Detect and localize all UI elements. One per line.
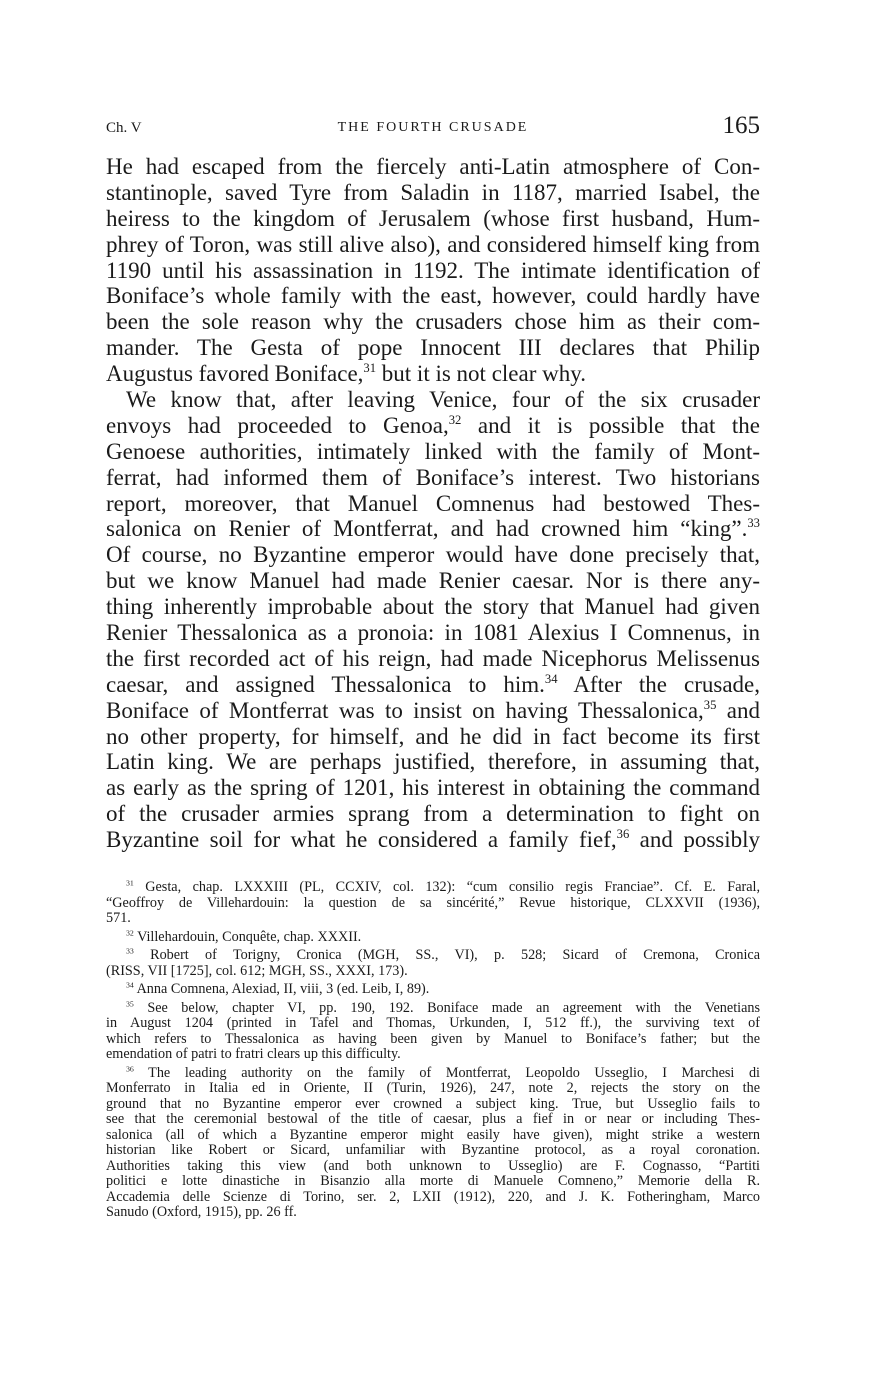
- text-fragment: He had escaped from the fiercely anti-Latin atmosphere of Con-: [106, 154, 760, 179]
- footnote-34: [106, 982, 760, 998]
- footnote-line: [106, 880, 760, 896]
- text-line: [106, 413, 760, 439]
- main-text: [106, 154, 760, 853]
- footnote-line: [106, 1001, 760, 1017]
- footnote-ref: 31: [363, 361, 377, 376]
- footnote-line: [106, 948, 760, 964]
- footnote-line: [106, 1032, 760, 1048]
- footnote-35: [106, 1001, 760, 1063]
- footnote-text: see that the ceremonial bestowal of the title of caesar, plus a fief in or near or including Thes-: [106, 1112, 760, 1127]
- page-number: 165: [722, 112, 760, 139]
- text-line: [106, 154, 760, 180]
- text-line: [106, 283, 760, 309]
- footnote-text: See below, chapter VI, pp. 190, 192. Boniface made an agreement with the Venetians: [147, 1000, 760, 1016]
- text-fragment: Latin king. We are perhaps justified, therefore, in assuming that,: [106, 749, 760, 775]
- text-line: [106, 232, 760, 258]
- text-fragment: but we know Manuel had made Renier caesar. Nor is there any-: [106, 568, 760, 594]
- footnote-line: [106, 911, 760, 927]
- footnote-text: Monferrato in Italia ed in Oriente, II (Turin, 1926), 247, note 2, rejects the story on the: [106, 1081, 760, 1096]
- footnote-36: [106, 1066, 760, 1221]
- footnote-ref: 32: [448, 413, 462, 428]
- text-fragment: ferrat, had informed them of Boniface’s interest. Two historians: [106, 464, 760, 490]
- footnote-32: [106, 930, 760, 946]
- text-fragment: been the sole reason why the crusaders chose him as their com-: [106, 309, 760, 335]
- text-fragment: as early as the spring of 1201, his interest in obtaining the command: [106, 775, 760, 801]
- footnote-ref: 33: [747, 516, 760, 531]
- text-fragment: salonica on Renier of Montferrat, and had crowned him “king”.: [106, 516, 748, 542]
- text-fragment: Augustus favored Boniface,: [106, 361, 364, 387]
- footnote-text: in August 1204 (printed in Tafel and Thomas, Urkunden, I, 512 ff.), the surviving text of: [106, 1016, 760, 1031]
- text-fragment: thing inherently improbable about the story that Manuel had given: [106, 594, 760, 620]
- text-fragment: Boniface of Montferrat was to insist on having Thessalonica,: [106, 697, 704, 723]
- text-line: [106, 439, 760, 465]
- footnote-line: [106, 1066, 760, 1082]
- footnote-line: [106, 1174, 760, 1190]
- footnote-ref: 35: [703, 697, 717, 712]
- text-line: [106, 465, 760, 491]
- footnote-text: which refers to Thessalonica as having been given by Manuel to Boniface’s father; but the: [106, 1031, 760, 1047]
- footnote-line: [106, 930, 760, 946]
- text-line: [106, 672, 760, 698]
- footnote-number: 36: [126, 1065, 134, 1074]
- footnote-text: The leading authority on the family of Montferrat, Leopoldo Usseglio, I Marchesi di: [148, 1065, 760, 1081]
- footnote-text: historian like Robert or Sicard, unfamiliar with Byzantine protocol, as a royal coronation.: [106, 1143, 760, 1158]
- text-fragment: and: [716, 697, 760, 723]
- chapter-label: Ch. V: [106, 120, 142, 136]
- text-line: [106, 491, 760, 517]
- footnote-31: [106, 880, 760, 927]
- footnote-line: [106, 1097, 760, 1113]
- footnote-number: 31: [126, 880, 134, 888]
- text-fragment: caesar, and assigned Thessalonica to him.: [106, 671, 545, 697]
- text-line: [106, 568, 760, 594]
- text-line: [106, 542, 760, 568]
- footnote-line: [106, 1205, 760, 1221]
- text-fragment: Byzantine soil for what he considered a family fief,: [106, 827, 617, 853]
- footnote-text: Villehardouin, Conquête, chap. XXXII.: [137, 929, 362, 945]
- text-line: [106, 801, 760, 827]
- text-fragment: of the crusader armies sprang from a determination to fight on: [106, 801, 760, 827]
- footnote-text: Sanudo (Oxford, 1915), pp. 26 ff.: [106, 1205, 297, 1220]
- text-line: [106, 335, 760, 361]
- footnote-line: [106, 1143, 760, 1159]
- footnote-line: [106, 1112, 760, 1128]
- footnote-text: emendation of patri to fratri clears up this difficulty.: [106, 1047, 401, 1062]
- footnote-text: ground that no Byzantine emperor ever crowned a subject king. True, but Usseglio fails to: [106, 1096, 760, 1112]
- text-fragment: heiress to the kingdom of Jerusalem (whose first husband, Hum-: [106, 205, 760, 231]
- footnote-text: Gesta, chap. LXXXIII (PL, CCXIV, col. 132): “cum consilio regis Franciae”. Cf. E. Faral,: [145, 880, 760, 895]
- footnote-line: [106, 1047, 760, 1063]
- text-line: [106, 387, 760, 413]
- footnote-number: 34: [126, 982, 134, 990]
- text-line: [106, 180, 760, 206]
- text-fragment: envoys had proceeded to Genoa,: [106, 412, 449, 438]
- text-line: [106, 620, 760, 646]
- footnote-text: (RISS, VII [1725], col. 612; MGH, SS., XXXI, 173).: [106, 963, 408, 979]
- footnote-text: Authorities taking this view (and both unknown to Usseglio) are F. Cognasso, “Partiti: [106, 1158, 760, 1174]
- footnote-number: 33: [126, 948, 134, 956]
- text-line: [106, 206, 760, 232]
- footnote-line: [106, 964, 760, 980]
- text-fragment: and it is possible that the: [461, 412, 760, 438]
- footnote-text: “Geoffroy de Villehardouin: la question de sa sincérité,” Revue historique, CLXXVII (1936),: [106, 895, 760, 911]
- footnote-line: [106, 896, 760, 912]
- footnote-text: Anna Comnena, Alexiad, II, viii, 3 (ed. Leib, I, 89).: [136, 982, 430, 997]
- text-line: [106, 698, 760, 724]
- text-line: [106, 594, 760, 620]
- text-fragment: Genoese authorities, intimately linked with the family of Mont-: [106, 438, 760, 464]
- footnote-text: politici e lotte dinastiche in Bisanzio alla morte di Manuele Comneno,” Memorie della R.: [106, 1174, 760, 1189]
- text-line: [106, 309, 760, 335]
- text-fragment: the first recorded act of his reign, had made Nicephorus Melissenus: [106, 645, 760, 671]
- footnote-number: 35: [126, 1000, 134, 1009]
- footnote-ref: 36: [616, 827, 630, 842]
- text-line: [106, 361, 760, 387]
- footnote-number: 32: [126, 929, 134, 938]
- footnote-33: [106, 948, 760, 979]
- text-fragment: stantinople, saved Tyre from Saladin in 1187, married Isabel, the: [106, 179, 760, 205]
- text-line: [106, 724, 760, 750]
- footnote-line: [106, 1016, 760, 1032]
- footnote-text: salonica (all of which a Byzantine emperor might easily have given), might strike a western: [106, 1127, 760, 1143]
- text-fragment: Renier Thessalonica as a pronoia: in 1081 Alexius I Comnenus, in: [106, 620, 760, 646]
- text-fragment: We know that, after leaving Venice, four of the six crusader: [126, 387, 760, 413]
- running-header: [106, 112, 760, 148]
- footnote-line: [106, 1081, 760, 1097]
- text-fragment: mander. The Gesta of pope Innocent III declares that Philip: [106, 335, 760, 361]
- text-line: [106, 749, 760, 775]
- text-line: [106, 516, 760, 542]
- running-title: THE FOURTH CRUSADE: [337, 120, 529, 135]
- text-fragment: 1190 until his assassination in 1192. The intimate identification of: [106, 257, 760, 283]
- footnote-line: [106, 1190, 760, 1206]
- text-fragment: report, moreover, that Manuel Comnenus had bestowed Thes-: [106, 490, 760, 516]
- footnote-text: Robert of Torigny, Cronica (MGH, SS., VI), p. 528; Sicard of Cremona, Cronica: [150, 948, 760, 963]
- text-fragment: After the crusade,: [557, 671, 760, 697]
- text-line: [106, 646, 760, 672]
- text-fragment: Of course, no Byzantine emperor would have done precisely that,: [106, 542, 760, 568]
- text-line: [106, 775, 760, 801]
- text-fragment: no other property, for himself, and he did in fact become its first: [106, 723, 760, 749]
- text-fragment: and possibly: [629, 827, 760, 853]
- footnote-text: Accademia delle Scienze di Torino, ser. 2, LXII (1912), 220, and J. K. Fotheringham, Marco: [106, 1189, 760, 1205]
- footnote-line: [106, 1159, 760, 1175]
- text-line: [106, 258, 760, 284]
- footnotes: [106, 880, 760, 1221]
- footnote-line: [106, 1128, 760, 1144]
- text-fragment: phrey of Toron, was still alive also), and considered himself king from: [106, 231, 760, 257]
- footnote-ref: 34: [544, 671, 558, 686]
- text-fragment: but it is not clear why.: [376, 361, 586, 387]
- footnote-text: 571.: [106, 911, 131, 926]
- footnote-line: [106, 982, 760, 998]
- text-fragment: Boniface’s whole family with the east, however, could hardly have: [106, 283, 760, 309]
- text-line: [106, 827, 760, 853]
